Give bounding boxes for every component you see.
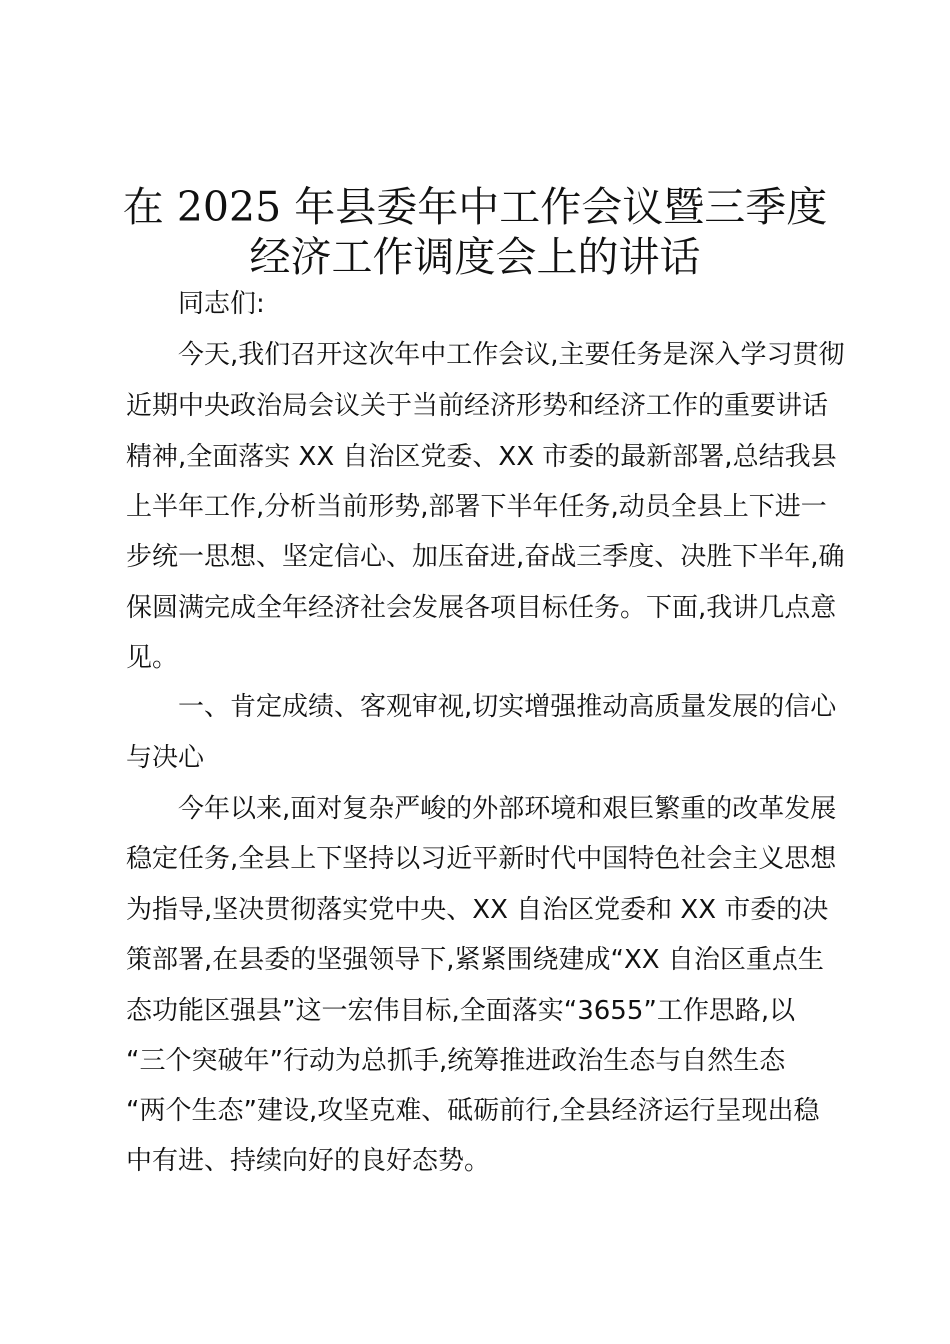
section-heading-1-line: 一、肯定成绩、客观审视,切实增强推动高质量发展的信心 — [178, 692, 837, 722]
paragraph-1-line: 近期中央政治局会议关于当前经济形势和经济工作的重要讲话 — [126, 391, 829, 421]
paragraph-1-line: 精神,全面落实 XX 自治区党委、XX 市委的最新部署,总结我县 — [126, 442, 837, 472]
paragraph-2-line: “三个突破年”行动为总抓手,统筹推进政治生态与自然生态 — [126, 1046, 786, 1076]
paragraph-1-line: 今天,我们召开这次年中工作会议,主要任务是深入学习贯彻 — [178, 340, 845, 370]
paragraph-1-line: 见。 — [126, 643, 179, 673]
paragraph-2-line: 今年以来,面对复杂严峻的外部环境和艰巨繁重的改革发展 — [178, 794, 837, 824]
document-title-line-1: 在 2025 年县委年中工作会议暨三季度 — [122, 183, 828, 231]
paragraph-1-line: 保圆满完成全年经济社会发展各项目标任务。下面,我讲几点意 — [126, 593, 837, 623]
paragraph-2-line: 中有进、持续向好的良好态势。 — [126, 1146, 491, 1176]
salutation: 同志们: — [178, 289, 265, 319]
paragraph-2-line: 稳定任务,全县上下坚持以习近平新时代中国特色社会主义思想 — [126, 844, 837, 874]
document-title-line-2: 经济工作调度会上的讲话 — [249, 233, 701, 281]
section-heading-1-line: 与决心 — [126, 743, 205, 773]
paragraph-1-line: 步统一思想、坚定信心、加压奋进,奋战三季度、决胜下半年,确 — [126, 542, 845, 572]
paragraph-2-line: 策部署,在县委的坚强领导下,紧紧围绕建成“XX 自治区重点生 — [126, 945, 824, 975]
paragraph-2-line: “两个生态”建设,攻坚克难、砥砺前行,全县经济运行呈现出稳 — [126, 1096, 820, 1126]
paragraph-2-line: 态功能区强县”这一宏伟目标,全面落实“3655”工作思路,以 — [126, 996, 796, 1026]
paragraph-2-line: 为指导,坚决贯彻落实党中央、XX 自治区党委和 XX 市委的决 — [126, 895, 829, 925]
paragraph-1-line: 上半年工作,分析当前形势,部署下半年任务,动员全县上下进一 — [126, 492, 827, 522]
